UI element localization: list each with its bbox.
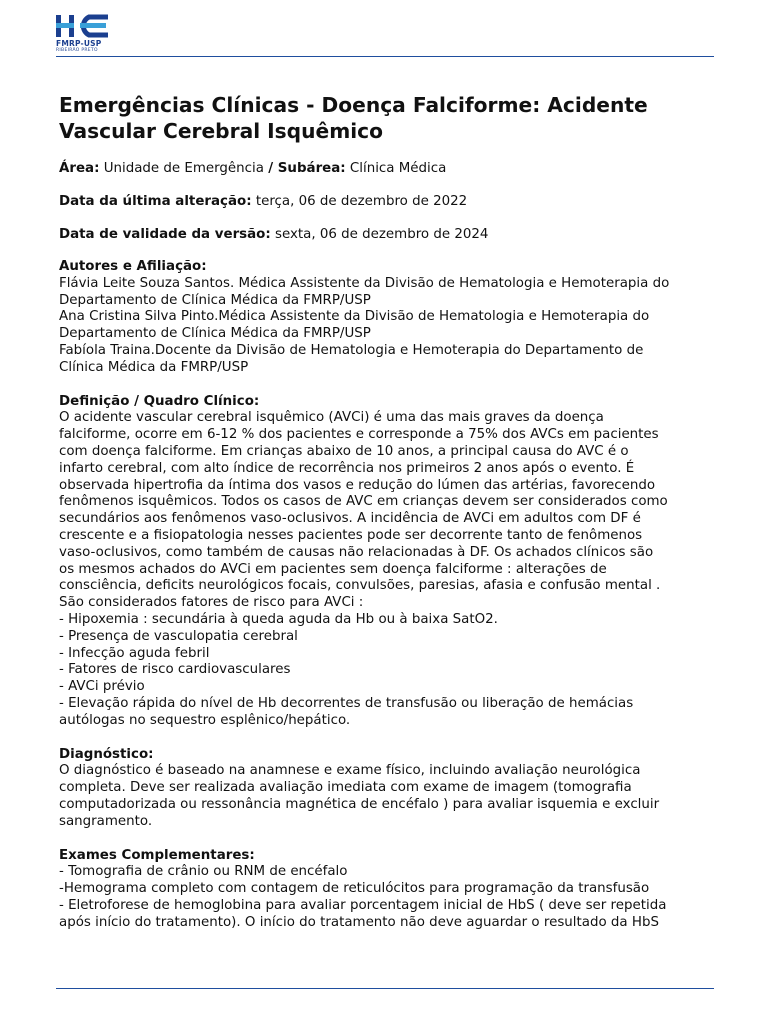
definition-line: infarto cerebral, com alto índice de recorrência nos primeiros 2 anos após o evento. É xyxy=(59,460,635,476)
risk-factor-item: - Presença de vasculopatia cerebral xyxy=(59,628,298,644)
authors-line: Fabíola Traina.Docente da Divisão de Hematologia e Hemoterapia do Departamento de xyxy=(59,342,644,358)
diagnosis-section xyxy=(59,747,719,831)
footer-divider xyxy=(56,988,714,989)
risk-factor-item: - Elevação rápida do nível de Hb decorrentes de transfusão ou liberação de hemácias xyxy=(59,695,634,711)
authors-heading: Autores e Afiliação: xyxy=(59,259,207,274)
risk-factor-item: - Infecção aguda febril xyxy=(59,645,210,661)
definition-line: observada hipertrofia da íntima dos vasos e redução do lúmen das artérias, favorecendo xyxy=(59,477,656,493)
risk-factor-item: - AVCi prévio xyxy=(59,679,145,695)
validity-label: Data de validade da versão: xyxy=(59,227,271,242)
authors-line: Departamento de Clínica Médica da FMRP/USP xyxy=(59,292,371,308)
definition-line: crescente e a fisiopatologia nesses pacientes pode ser decorrente tanto de fenômenos xyxy=(59,527,643,543)
subarea-label: / Subárea: xyxy=(268,161,346,176)
diagnosis-heading: Diagnóstico: xyxy=(59,746,154,762)
diagnosis-line: O diagnóstico é baseado na anamnese e exame físico, incluindo avaliação neurológica xyxy=(59,763,641,779)
authors-line: Departamento de Clínica Médica da FMRP/USP xyxy=(59,326,371,342)
last-change-row xyxy=(59,193,719,210)
definition-line: com doença falciforme. Em crianças abaixo de 10 anos, a principal causa do AVC é o xyxy=(59,443,629,459)
exam-item: -Hemograma completo com contagem de reticulócitos para programação da transfusão xyxy=(59,881,650,897)
definition-section xyxy=(59,394,719,730)
subarea-value: Clínica Médica xyxy=(349,161,447,176)
exam-item: - Eletroforese de hemoglobina para avaliar porcentagem inicial de HbS ( deve ser repetida xyxy=(59,897,667,913)
exam-item: após início do tratamento). O início do tratamento não deve aguardar o resultado da HbS xyxy=(59,914,659,930)
title-line: Emergências Clínicas - Doença Falciforme: Acidente xyxy=(59,93,648,117)
last-change-label: Data da última alteração: xyxy=(59,194,252,209)
validity-row xyxy=(59,226,719,243)
area-label: Área: xyxy=(59,161,100,176)
definition-line: fenômenos isquêmicos. Todos os casos de AVC em crianças devem ser considerados como xyxy=(59,494,668,510)
definition-line: São considerados fatores de risco para AVCi : xyxy=(59,595,364,611)
header-divider xyxy=(56,56,714,57)
definition-line: vaso-oclusivos, como também de causas não relacionadas à DF. Os achados clínicos são xyxy=(59,544,654,560)
exams-heading: Exames Complementares: xyxy=(59,847,255,863)
diagnosis-line: completa. Deve ser realizada avaliação imediata com exame de imagem (tomografia xyxy=(59,780,632,796)
authors-section xyxy=(59,259,719,377)
hc-fmrp-logo xyxy=(56,14,112,54)
authors-line: Ana Cristina Silva Pinto.Médica Assistente da Divisão de Hematologia e Hemoterapia do xyxy=(59,309,650,325)
exam-item: - Tomografia de crânio ou RNM de encéfalo xyxy=(59,864,348,880)
document-body xyxy=(59,92,719,948)
title-line: Vascular Cerebral Isquêmico xyxy=(59,119,383,143)
authors-line: Flávia Leite Souza Santos. Médica Assistente da Divisão de Hematologia e Hemoterapia do xyxy=(59,275,670,291)
document-metadata xyxy=(59,160,719,243)
area-value: Unidade de Emergência xyxy=(103,161,264,176)
hc-logo-icon xyxy=(56,14,110,38)
definition-line: os mesmos achados do AVCi em pacientes sem doença falciforme : alterações de xyxy=(59,561,607,577)
definition-heading: Definição / Quadro Clínico: xyxy=(59,393,260,409)
definition-line: O acidente vascular cerebral isquêmico (AVCi) é uma das mais graves da doença xyxy=(59,410,604,426)
area-row xyxy=(59,160,719,177)
authors-line: Clínica Médica da FMRP/USP xyxy=(59,359,249,375)
exams-section xyxy=(59,848,719,932)
validity-value: sexta, 06 de dezembro de 2024 xyxy=(275,227,489,242)
document-title xyxy=(59,92,719,144)
diagnosis-line: computadorizada ou ressonância magnética de encéfalo ) para avaliar isquemia e excluir xyxy=(59,796,660,812)
definition-line: consciência, deficits neurológicos focais, convulsões, paresias, afasia e confusão mental . xyxy=(59,578,661,594)
definition-line: secundários aos fenômenos vaso-oclusivos. A incidência de AVCi em adultos com DF é xyxy=(59,511,641,527)
definition-line: falciforme, ocorre em 6-12 % dos pacientes e corresponde a 75% dos AVCs em pacientes xyxy=(59,427,659,443)
last-change-value: terça, 06 de dezembro de 2022 xyxy=(255,194,468,209)
diagnosis-line: sangramento. xyxy=(59,813,153,829)
risk-factor-item: - Fatores de risco cardiovasculares xyxy=(59,662,291,678)
risk-factor-item: autólogas no sequestro esplênico/hepático. xyxy=(59,712,351,728)
risk-factor-item: - Hipoxemia : secundária à queda aguda da Hb ou à baixa SatO2. xyxy=(59,611,498,627)
logo-subtext: RIBEIRÃO PRETO xyxy=(56,48,98,53)
logo-text: FMRP-USP xyxy=(56,39,102,48)
